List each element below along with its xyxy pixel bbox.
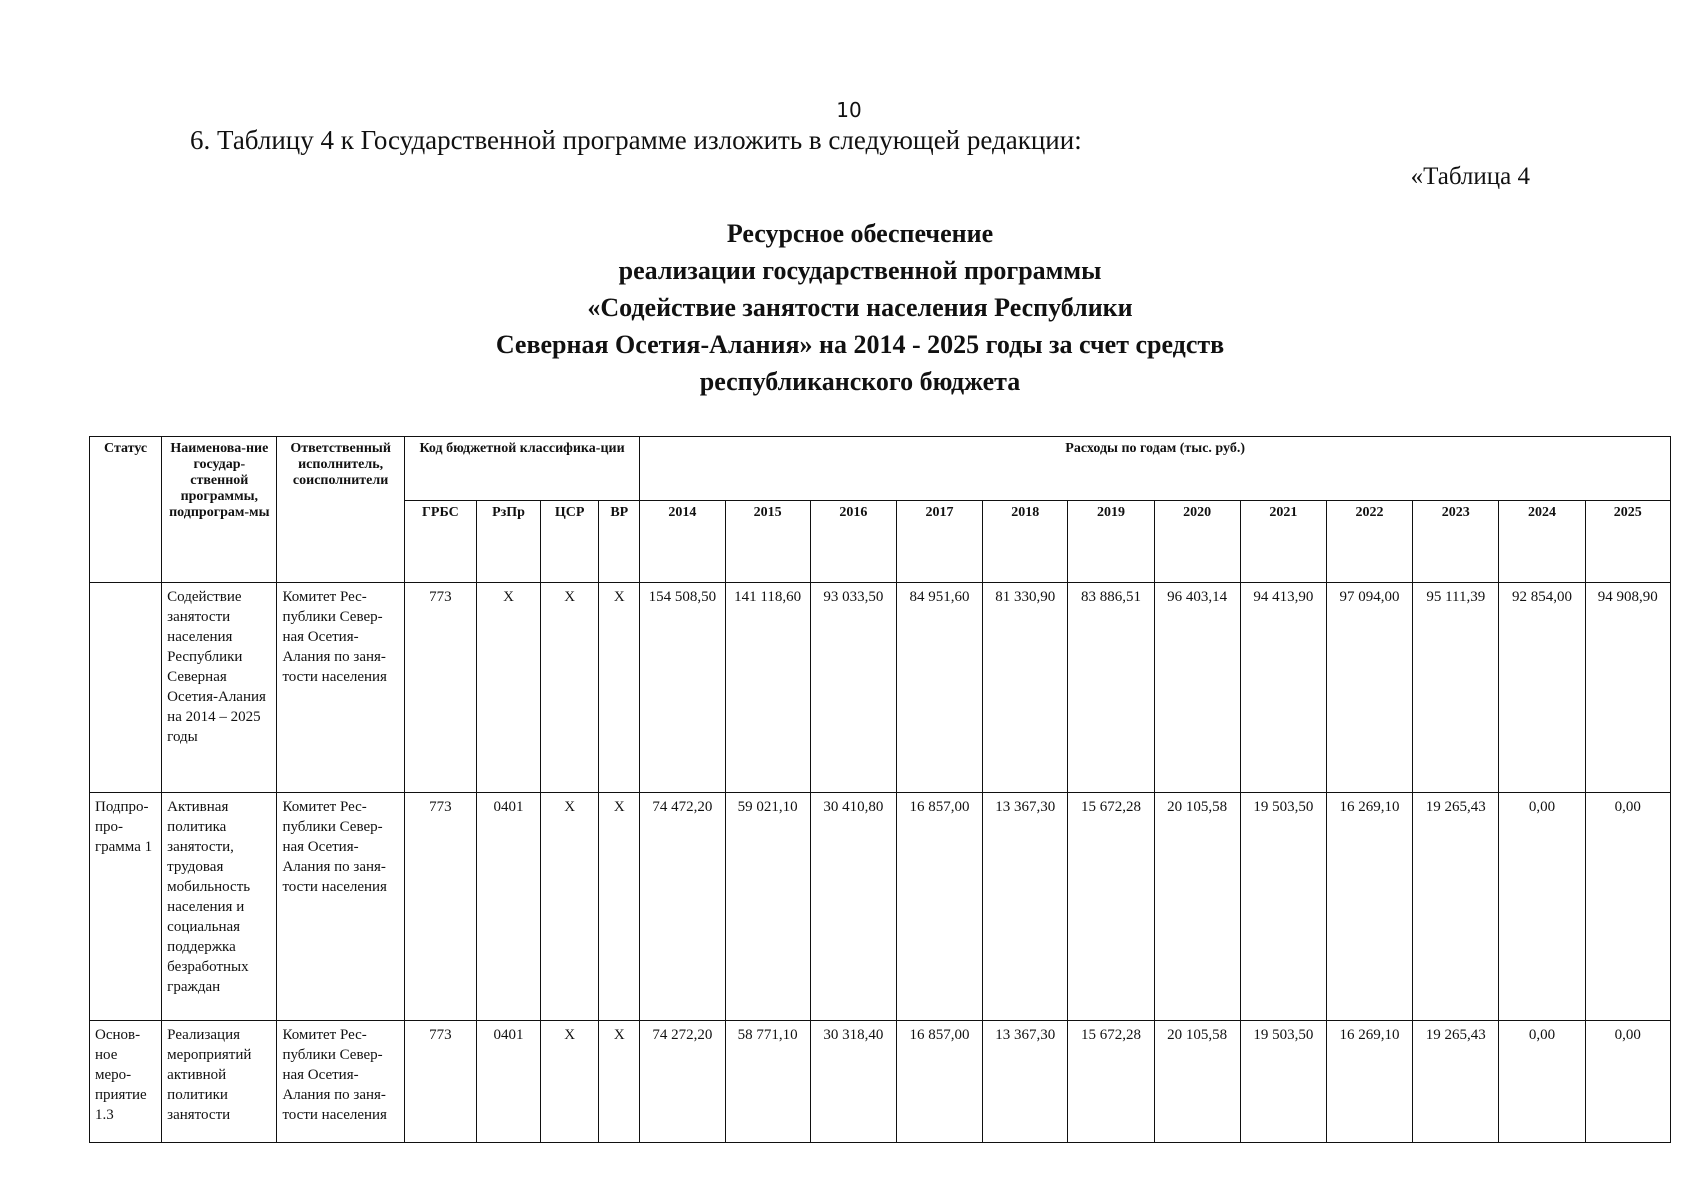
cell-value: 84 951,60 xyxy=(896,583,982,793)
header-program-name: Наименова-ние государ-ственной программы, подпрограм-мы xyxy=(162,437,277,583)
title-line: реализации государственной программы xyxy=(618,256,1102,285)
header-year: 2018 xyxy=(983,501,1068,583)
cell-value: 94 908,90 xyxy=(1585,583,1670,793)
cell-value: 96 403,14 xyxy=(1154,583,1240,793)
table-row xyxy=(90,1021,1671,1143)
header-year: 2024 xyxy=(1499,501,1585,583)
cell-value: 0,00 xyxy=(1499,1021,1585,1143)
cell-value: 141 118,60 xyxy=(725,583,810,793)
cell-value: 19 503,50 xyxy=(1240,793,1326,1021)
intro-paragraph: 6. Таблицу 4 к Государственной программе изложить в следующей редакции: xyxy=(190,125,1082,155)
cell-value: 93 033,50 xyxy=(810,583,896,793)
cell-value: 19 265,43 xyxy=(1413,793,1499,1021)
cell-value: 13 367,30 xyxy=(983,793,1068,1021)
title-line: Северная Осетия-Алания» на 2014 - 2025 годы за счет средств xyxy=(495,330,1225,359)
cell-value: 13 367,30 xyxy=(983,1021,1068,1143)
cell-value: 30 318,40 xyxy=(810,1021,896,1143)
header-code-grbs: ГРБС xyxy=(404,501,476,583)
cell-executor: Комитет Рес-публики Север-ная Осетия-Алания по заня-тости населения xyxy=(277,793,404,1021)
cell-program-name: Активная политика занятости, трудовая мобильность населения и социальная поддержка безработных граждан xyxy=(162,793,277,1021)
cell-value: 20 105,58 xyxy=(1154,1021,1240,1143)
header-year: 2022 xyxy=(1326,501,1412,583)
header-expenses: Расходы по годам (тыс. руб.) xyxy=(640,437,1671,501)
header-year: 2021 xyxy=(1240,501,1326,583)
cell-code-grbs: 773 xyxy=(404,793,476,1021)
cell-code-vr: Х xyxy=(599,793,640,1021)
header-budget-code: Код бюджетной классифика-ции xyxy=(404,437,640,501)
header-year: 2025 xyxy=(1585,501,1670,583)
cell-value: 74 272,20 xyxy=(640,1021,725,1143)
cell-status: Основ-ное меро-приятие 1.3 xyxy=(90,1021,162,1143)
cell-value: 0,00 xyxy=(1499,793,1585,1021)
cell-value: 19 265,43 xyxy=(1413,1021,1499,1143)
header-code-rzpr: РзПр xyxy=(476,501,540,583)
header-year: 2017 xyxy=(896,501,982,583)
page-number: 10 xyxy=(836,98,862,122)
title-line: республиканского бюджета xyxy=(699,367,1021,396)
cell-value: 20 105,58 xyxy=(1154,793,1240,1021)
cell-program-name: Реализация мероприятий активной политики занятости xyxy=(162,1021,277,1143)
document-title xyxy=(360,215,1360,400)
cell-value: 16 269,10 xyxy=(1326,1021,1412,1143)
header-year: 2016 xyxy=(810,501,896,583)
cell-code-csr: Х xyxy=(541,583,599,793)
cell-value: 59 021,10 xyxy=(725,793,810,1021)
table-row xyxy=(90,583,1671,793)
cell-code-grbs: 773 xyxy=(404,1021,476,1143)
cell-code-rzpr: Х xyxy=(476,583,540,793)
cell-value: 15 672,28 xyxy=(1068,1021,1154,1143)
table-row xyxy=(90,793,1671,1021)
cell-value: 15 672,28 xyxy=(1068,793,1154,1021)
cell-code-csr: Х xyxy=(541,1021,599,1143)
cell-value: 30 410,80 xyxy=(810,793,896,1021)
header-year: 2023 xyxy=(1413,501,1499,583)
cell-value: 94 413,90 xyxy=(1240,583,1326,793)
cell-program-name: Содействие занятости населения Республики Северная Осетия-Алания на 2014 – 2025 годы xyxy=(162,583,277,793)
header-status: Статус xyxy=(90,437,162,583)
header-executor: Ответственный исполнитель, соисполнители xyxy=(277,437,404,583)
header-year: 2019 xyxy=(1068,501,1154,583)
cell-value: 81 330,90 xyxy=(983,583,1068,793)
cell-value: 95 111,39 xyxy=(1413,583,1499,793)
cell-status xyxy=(90,583,162,793)
cell-value: 19 503,50 xyxy=(1240,1021,1326,1143)
cell-executor: Комитет Рес-публики Север-ная Осетия-Алания по заня-тости населения xyxy=(277,1021,404,1143)
cell-code-vr: Х xyxy=(599,583,640,793)
table-reference: «Таблица 4 xyxy=(1410,163,1530,190)
cell-code-csr: Х xyxy=(541,793,599,1021)
header-year: 2020 xyxy=(1154,501,1240,583)
cell-value: 16 857,00 xyxy=(896,793,982,1021)
header-year: 2015 xyxy=(725,501,810,583)
cell-value: 83 886,51 xyxy=(1068,583,1154,793)
title-line: Ресурсное обеспечение xyxy=(726,219,994,248)
resource-table xyxy=(89,436,1671,1143)
cell-value: 0,00 xyxy=(1585,793,1670,1021)
header-code-csr: ЦСР xyxy=(541,501,599,583)
cell-value: 58 771,10 xyxy=(725,1021,810,1143)
cell-code-rzpr: 0401 xyxy=(476,1021,540,1143)
cell-value: 74 472,20 xyxy=(640,793,725,1021)
cell-value: 97 094,00 xyxy=(1326,583,1412,793)
cell-value: 16 269,10 xyxy=(1326,793,1412,1021)
cell-value: 0,00 xyxy=(1585,1021,1670,1143)
title-line: «Содействие занятости населения Республики xyxy=(587,293,1133,322)
cell-code-vr: Х xyxy=(599,1021,640,1143)
header-code-vr: ВР xyxy=(599,501,640,583)
cell-value: 16 857,00 xyxy=(896,1021,982,1143)
cell-value: 92 854,00 xyxy=(1499,583,1585,793)
cell-value: 154 508,50 xyxy=(640,583,725,793)
cell-executor: Комитет Рес-публики Север-ная Осетия-Алания по заня-тости населения xyxy=(277,583,404,793)
header-year: 2014 xyxy=(640,501,725,583)
cell-status: Подпро-про-грамма 1 xyxy=(90,793,162,1021)
cell-code-grbs: 773 xyxy=(404,583,476,793)
cell-code-rzpr: 0401 xyxy=(476,793,540,1021)
